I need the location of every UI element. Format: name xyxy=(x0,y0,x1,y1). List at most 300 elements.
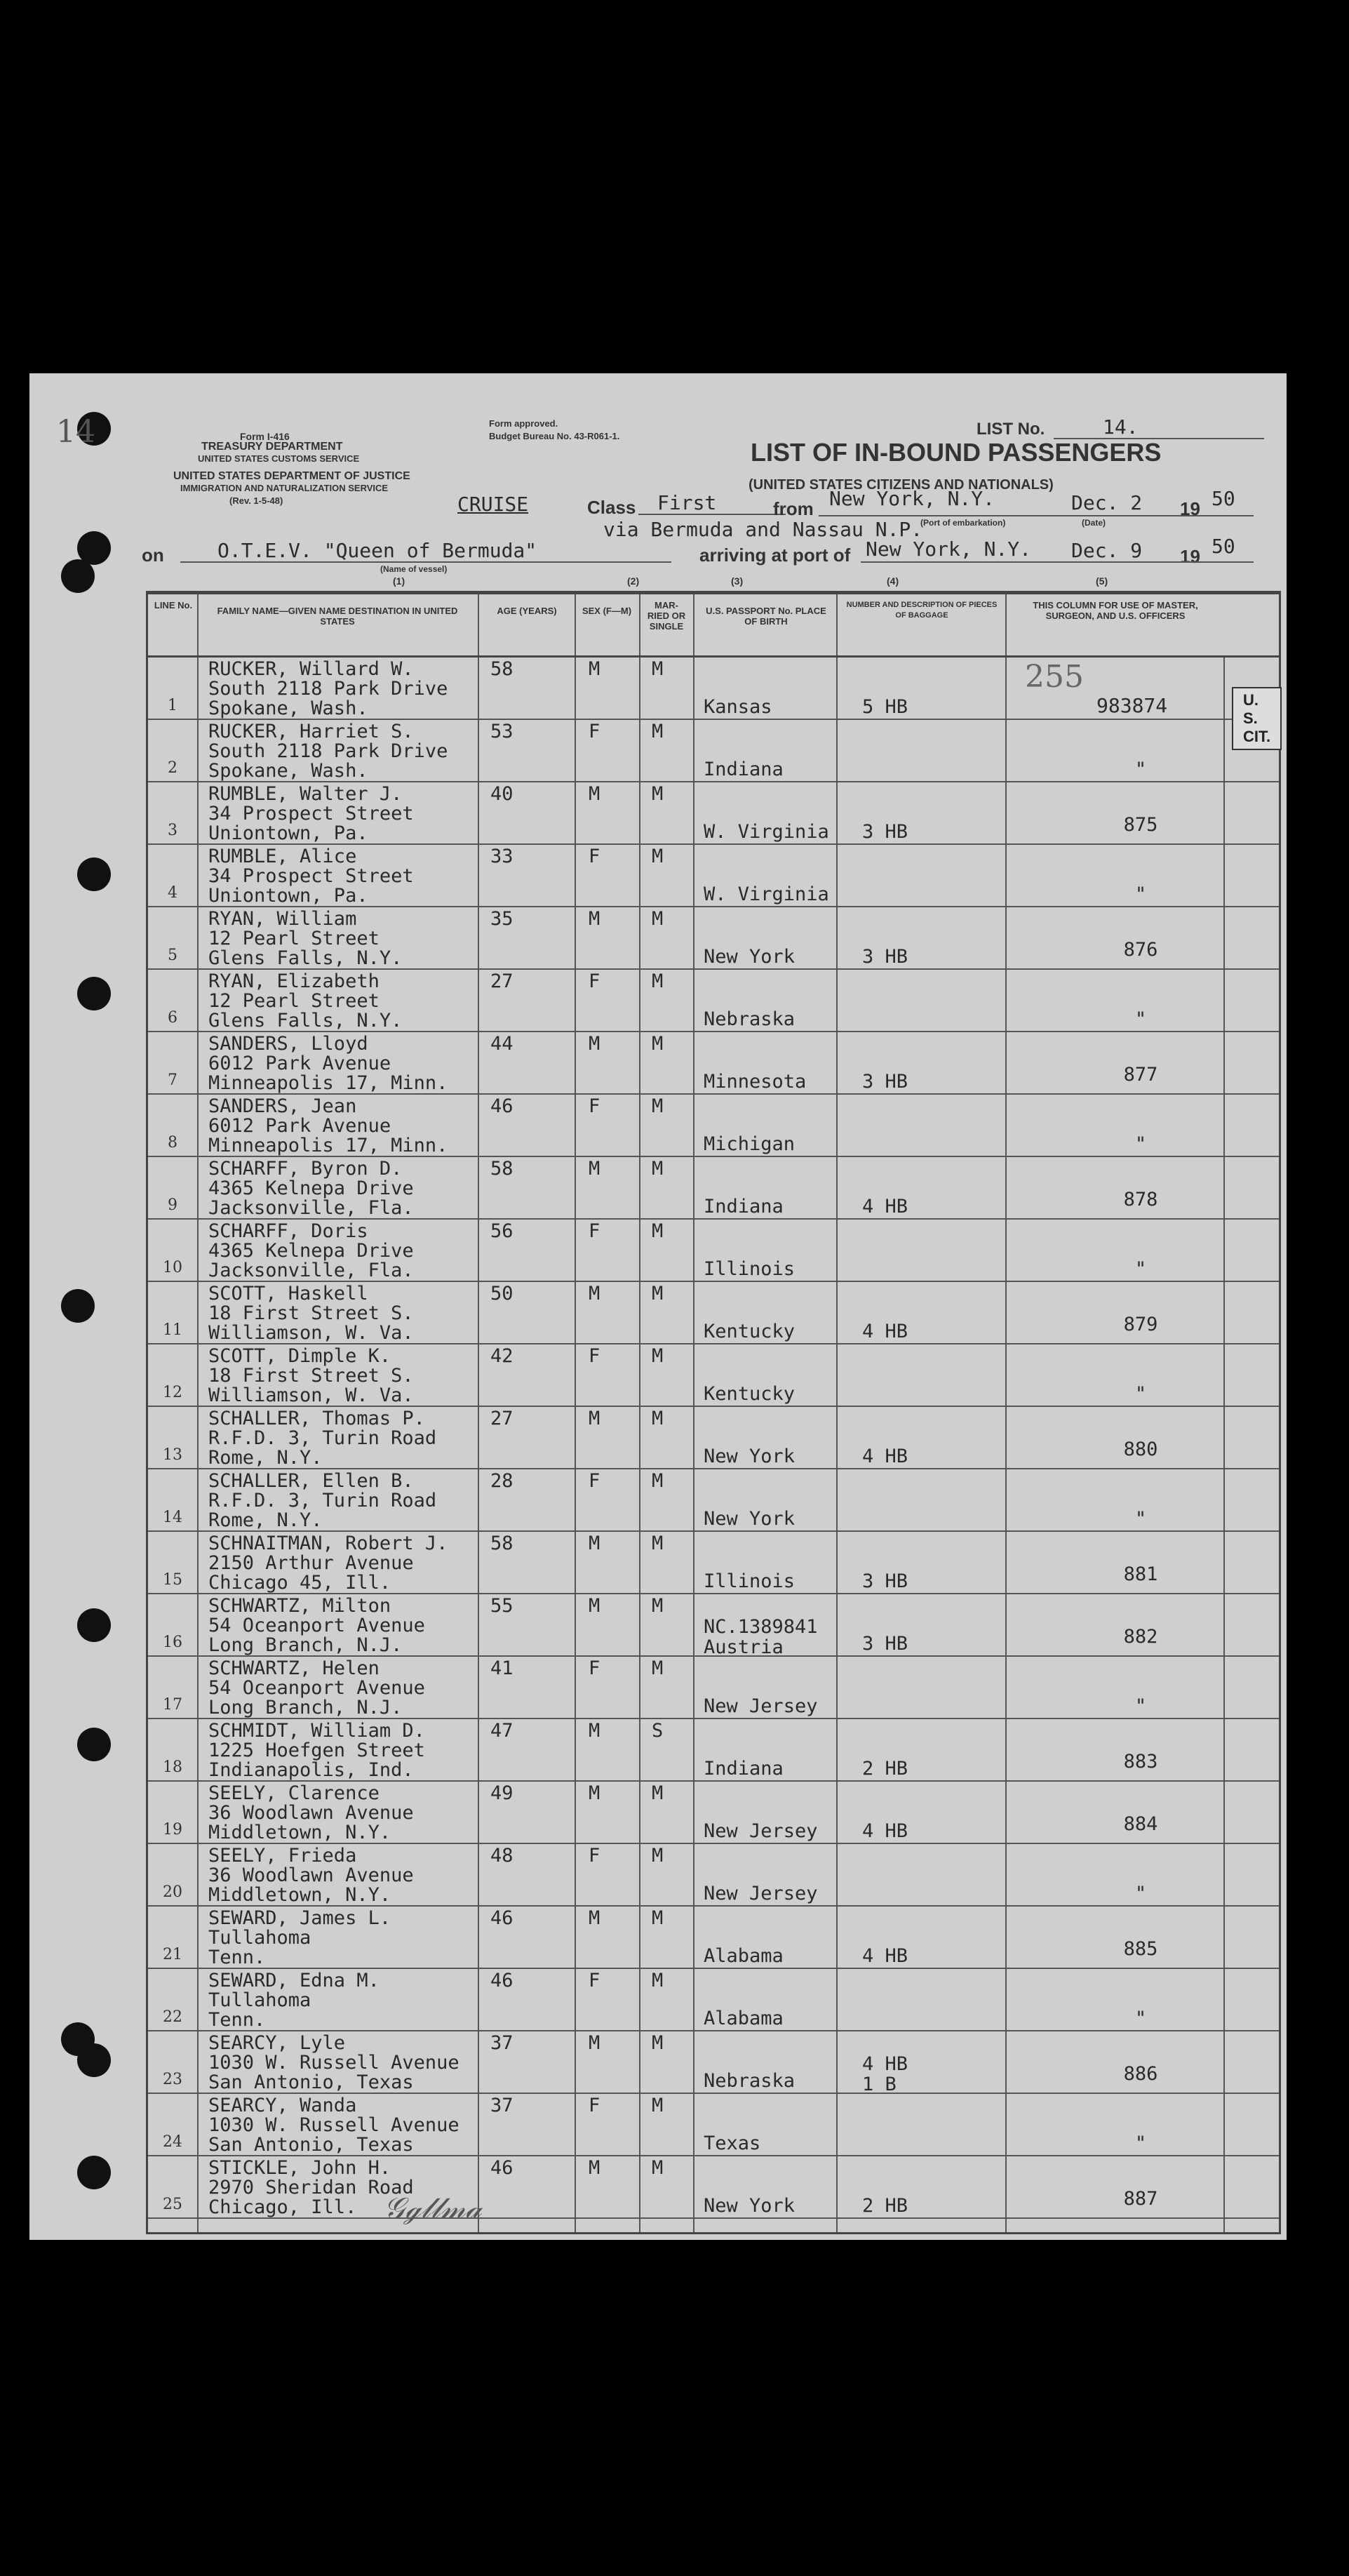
passenger-address-1: 12 Pearl Street xyxy=(208,928,380,949)
passenger-address-1: 1030 W. Russell Avenue xyxy=(208,2052,459,2074)
table-row xyxy=(148,2031,1279,2094)
passenger-name: SEWARD, James L. xyxy=(208,1907,391,1929)
passenger-birthplace: New York xyxy=(704,1446,796,1467)
passenger-baggage: 4 HB xyxy=(862,1446,908,1467)
passenger-baggage: 3 HB xyxy=(862,946,908,968)
passenger-address-1: South 2118 Park Drive xyxy=(208,678,448,700)
punch-hole xyxy=(77,857,111,891)
passenger-age: 48 xyxy=(490,1845,514,1867)
passenger-address-2: Jacksonville, Fla. xyxy=(208,1197,414,1219)
passenger-name: SCHWARTZ, Helen xyxy=(208,1657,380,1679)
passenger-name: SEELY, Clarence xyxy=(208,1782,380,1804)
passenger-sex: M xyxy=(589,1907,600,1929)
passenger-age: 35 xyxy=(490,908,514,930)
passenger-marital: M xyxy=(652,1595,664,1617)
table-row xyxy=(148,1220,1279,1282)
passenger-age: 28 xyxy=(490,1470,514,1492)
officer-number: 882 xyxy=(1123,1626,1158,1648)
passenger-address-2: Uniontown, Pa. xyxy=(208,822,368,844)
header-line-no: LINE No. xyxy=(154,600,193,610)
passenger-marital: M xyxy=(652,1408,664,1429)
line-number: 13 xyxy=(163,1446,182,1464)
officer-number: " xyxy=(1134,1883,1147,1904)
passenger-birthplace: New York xyxy=(704,2195,796,2217)
passenger-address-2: Rome, N.Y. xyxy=(208,1509,323,1531)
officer-number: 878 xyxy=(1123,1189,1158,1210)
passenger-marital: M xyxy=(652,1283,664,1304)
line-number: 20 xyxy=(163,1883,182,1901)
passenger-name: SCOTT, Dimple K. xyxy=(208,1345,391,1367)
budget-bureau: Budget Bureau No. 43-R061-1. xyxy=(489,431,620,441)
passenger-marital: M xyxy=(652,1782,664,1804)
port-embark-caption: (Port of embarkation) xyxy=(920,518,1006,528)
passenger-marital: M xyxy=(652,1095,664,1117)
passenger-address-2: San Antonio, Texas xyxy=(208,2134,414,2156)
passenger-name: RUMBLE, Alice xyxy=(208,846,357,867)
passenger-birthplace: Minnesota xyxy=(704,1071,807,1093)
annotation-255: 255 xyxy=(1025,659,1084,695)
line-number: 5 xyxy=(168,947,177,964)
header-age: AGE (YEARS) xyxy=(497,606,557,616)
passenger-age: 46 xyxy=(490,1907,514,1929)
passenger-baggage: 3 HB xyxy=(862,1071,908,1093)
passenger-name: SCHALLER, Ellen B. xyxy=(208,1470,414,1492)
passenger-sex: F xyxy=(589,846,600,867)
passenger-age: 58 xyxy=(490,1533,514,1554)
passenger-marital: M xyxy=(652,721,664,742)
passenger-age: 58 xyxy=(490,1158,514,1180)
passenger-age: 46 xyxy=(490,1095,514,1117)
line-number: 10 xyxy=(163,1259,182,1276)
table-row xyxy=(148,1907,1279,1969)
col-num-5: (5) xyxy=(1096,575,1108,587)
arrival-port: New York, N.Y. xyxy=(866,538,1032,561)
table-row xyxy=(148,1844,1279,1907)
passenger-birthplace: Alabama xyxy=(704,1945,784,1967)
line-number: 1 xyxy=(168,697,177,714)
signature: 𝒢ℊ𝓁𝓁𝓂𝒶 xyxy=(384,2191,482,2225)
table-row xyxy=(148,1782,1279,1844)
officer-number: " xyxy=(1134,2008,1147,2029)
from-date: Dec. 2 xyxy=(1071,491,1143,514)
header-name: FAMILY NAME—GIVEN NAME DESTINATION IN UNITED STATES xyxy=(217,606,458,627)
passenger-address-1: Tullahoma xyxy=(208,1927,311,1949)
passenger-address-2: Middletown, N.Y. xyxy=(208,1884,391,1906)
table-row xyxy=(148,1469,1279,1532)
table-row xyxy=(148,1657,1279,1719)
line-number: 22 xyxy=(163,2008,182,2026)
passenger-birthplace: Kentucky xyxy=(704,1383,796,1405)
margin-mark: 14 xyxy=(56,414,95,450)
year1-prefix: 19 xyxy=(1180,498,1200,519)
class-value: First xyxy=(657,491,717,514)
line-number: 7 xyxy=(168,1072,177,1089)
table-row xyxy=(148,1095,1279,1157)
passenger-table xyxy=(146,592,1281,2234)
table-row xyxy=(148,1344,1279,1407)
passenger-address-2: Long Branch, N.J. xyxy=(208,1634,403,1656)
passenger-baggage: 3 HB xyxy=(862,1570,908,1592)
officer-number: " xyxy=(1134,883,1147,905)
line-number: 14 xyxy=(163,1509,182,1526)
passenger-address-2: San Antonio, Texas xyxy=(208,2071,414,2093)
passenger-name: SEARCY, Wanda xyxy=(208,2095,357,2116)
passenger-address-2: Tenn. xyxy=(208,2009,266,2031)
form-approved: Form approved. xyxy=(489,418,558,429)
officer-number: 880 xyxy=(1123,1439,1158,1460)
passenger-name: RYAN, William xyxy=(208,908,357,930)
line-number: 6 xyxy=(168,1009,177,1027)
passenger-marital: M xyxy=(652,783,664,805)
line-number: 24 xyxy=(163,2133,182,2151)
passenger-sex: M xyxy=(589,1595,600,1617)
officer-number: " xyxy=(1134,759,1147,780)
passenger-address-1: 18 First Street S. xyxy=(208,1365,414,1387)
passenger-sex: M xyxy=(589,1033,600,1055)
passenger-birthplace: New Jersey xyxy=(704,1695,818,1717)
table-row xyxy=(148,907,1279,970)
passenger-marital: M xyxy=(652,1533,664,1554)
passenger-address-1: 2150 Arthur Avenue xyxy=(208,1552,414,1574)
passenger-marital: M xyxy=(652,1657,664,1679)
form-revision: (Rev. 1-5-48) xyxy=(229,495,283,506)
table-row xyxy=(148,2156,1279,2219)
line-number: 9 xyxy=(168,1196,177,1214)
passenger-address-1: 34 Prospect Street xyxy=(208,865,414,887)
passenger-name: SANDERS, Lloyd xyxy=(208,1033,368,1055)
passenger-sex: F xyxy=(589,1845,600,1867)
passenger-age: 27 xyxy=(490,1408,514,1429)
passenger-sex: F xyxy=(589,970,600,992)
passenger-marital: M xyxy=(652,1220,664,1242)
table-row xyxy=(148,720,1279,782)
passenger-birthplace: W. Virginia xyxy=(704,883,829,905)
passenger-address-1: R.F.D. 3, Turin Road xyxy=(208,1427,437,1449)
passenger-marital: M xyxy=(652,970,664,992)
form-number: Form I-416 xyxy=(240,431,290,442)
passenger-name: SANDERS, Jean xyxy=(208,1095,357,1117)
passenger-name: SCHALLER, Thomas P. xyxy=(208,1408,425,1429)
passenger-baggage: 4 HB 1 B xyxy=(862,2053,908,2095)
table-row xyxy=(148,1594,1279,1657)
passenger-age: 41 xyxy=(490,1657,514,1679)
passenger-address-2: Glens Falls, N.Y. xyxy=(208,947,403,969)
officer-number: " xyxy=(1134,1695,1147,1717)
line-number: 4 xyxy=(168,884,177,902)
line-number: 18 xyxy=(163,1759,182,1776)
officer-number: 885 xyxy=(1123,1938,1158,1960)
passenger-baggage: 2 HB xyxy=(862,2195,908,2217)
header-married: MAR- RIED OR SINGLE xyxy=(647,600,686,632)
col-num-1: (1) xyxy=(393,575,405,587)
passenger-name: RUCKER, Harriet S. xyxy=(208,721,414,742)
passenger-sex: M xyxy=(589,783,600,805)
passenger-marital: M xyxy=(652,1845,664,1867)
passenger-baggage: 5 HB xyxy=(862,696,908,718)
table-row xyxy=(148,970,1279,1032)
officer-number: 875 xyxy=(1123,814,1158,836)
passenger-birthplace: Illinois xyxy=(704,1570,796,1592)
passenger-sex: F xyxy=(589,2095,600,2116)
passenger-address-2: Uniontown, Pa. xyxy=(208,885,368,907)
passenger-marital: M xyxy=(652,1345,664,1367)
dept-treasury: TREASURY DEPARTMENT xyxy=(201,441,343,453)
passenger-sex: F xyxy=(589,721,600,742)
passenger-sex: M xyxy=(589,1283,600,1304)
passenger-address-1: 54 Oceanport Avenue xyxy=(208,1615,425,1636)
passenger-address-2: Middletown, N.Y. xyxy=(208,1822,391,1843)
table-row xyxy=(148,1282,1279,1344)
passenger-birthplace: Nebraska xyxy=(704,1008,796,1030)
punch-hole xyxy=(61,559,95,593)
passenger-birthplace: New York xyxy=(704,946,796,968)
passenger-name: SCHMIDT, William D. xyxy=(208,1720,425,1742)
passenger-age: 40 xyxy=(490,783,514,805)
passenger-birthplace: Michigan xyxy=(704,1133,796,1155)
passenger-birthplace: New Jersey xyxy=(704,1883,818,1904)
passenger-address-1: 36 Woodlawn Avenue xyxy=(208,1864,414,1886)
passenger-address-1: 6012 Park Avenue xyxy=(208,1053,391,1074)
passenger-age: 55 xyxy=(490,1595,514,1617)
passenger-address-2: Tenn. xyxy=(208,1947,266,1968)
passenger-birthplace: Indiana xyxy=(704,1758,784,1780)
passenger-address-2: Indianapolis, Ind. xyxy=(208,1759,414,1781)
passenger-marital: M xyxy=(652,908,664,930)
passenger-marital: M xyxy=(652,1158,664,1180)
date-caption: (Date) xyxy=(1082,518,1106,528)
passenger-name: SCHARFF, Byron D. xyxy=(208,1158,403,1180)
passenger-age: 37 xyxy=(490,2032,514,2054)
passenger-baggage: 4 HB xyxy=(862,1196,908,1217)
passenger-address-1: 18 First Street S. xyxy=(208,1302,414,1324)
passenger-birthplace: Alabama xyxy=(704,2008,784,2029)
officer-number: 884 xyxy=(1123,1813,1158,1835)
dept-ins: IMMIGRATION AND NATURALIZATION SERVICE xyxy=(180,483,389,493)
officer-number: 883 xyxy=(1123,1751,1158,1773)
line-number: 25 xyxy=(163,2196,182,2213)
passenger-birthplace: New York xyxy=(704,1508,796,1530)
col-num-4: (4) xyxy=(887,575,899,587)
passenger-address-2: Minneapolis 17, Minn. xyxy=(208,1072,448,1094)
officer-number: 879 xyxy=(1123,1314,1158,1335)
passenger-marital: M xyxy=(652,2095,664,2116)
line-number: 12 xyxy=(163,1384,182,1401)
year2: 50 xyxy=(1212,535,1235,558)
line-number: 11 xyxy=(163,1321,182,1339)
passenger-name: SEELY, Frieda xyxy=(208,1845,357,1867)
passenger-name: SCHARFF, Doris xyxy=(208,1220,368,1242)
passenger-birthplace: New Jersey xyxy=(704,1820,818,1842)
table-row xyxy=(148,1532,1279,1594)
passenger-sex: F xyxy=(589,1220,600,1242)
passenger-age: 42 xyxy=(490,1345,514,1367)
passenger-sex: F xyxy=(589,1970,600,1991)
table-row xyxy=(148,782,1279,845)
passenger-age: 49 xyxy=(490,1782,514,1804)
col-num-2: (2) xyxy=(627,575,640,587)
punch-hole xyxy=(77,1608,111,1642)
year1: 50 xyxy=(1212,487,1235,510)
passenger-birthplace: W. Virginia xyxy=(704,821,829,843)
passenger-name: SCHNAITMAN, Robert J. xyxy=(208,1533,448,1554)
table-row xyxy=(148,1157,1279,1220)
passenger-birthplace: Illinois xyxy=(704,1258,796,1280)
passenger-age: 46 xyxy=(490,2157,514,2179)
passenger-age: 27 xyxy=(490,970,514,992)
passenger-marital: M xyxy=(652,658,664,680)
passenger-name: RYAN, Elizabeth xyxy=(208,970,380,992)
passenger-sex: F xyxy=(589,1657,600,1679)
header-officers: THIS COLUMN FOR USE OF MASTER, SURGEON, AND U.S. OFFICERS xyxy=(1033,600,1198,621)
arrival-date: Dec. 9 xyxy=(1071,539,1143,562)
passenger-address-1: 1225 Hoefgen Street xyxy=(208,1740,425,1761)
passenger-marital: M xyxy=(652,846,664,867)
table-row xyxy=(148,2094,1279,2156)
passenger-baggage: 4 HB xyxy=(862,1820,908,1842)
passenger-address-1: 2970 Sheridan Road xyxy=(208,2177,414,2198)
passenger-address-2: Chicago 45, Ill. xyxy=(208,1572,391,1594)
passenger-age: 56 xyxy=(490,1220,514,1242)
line-number: 19 xyxy=(163,1821,182,1838)
passenger-address-2: Williamson, W. Va. xyxy=(208,1322,414,1344)
passenger-birthplace: NC.1389841 Austria xyxy=(704,1616,818,1658)
vessel-caption: (Name of vessel) xyxy=(380,564,448,574)
passenger-marital: M xyxy=(652,1907,664,1929)
vessel-name: O.T.E.V. "Queen of Bermuda" xyxy=(217,539,537,562)
dept-customs: UNITED STATES CUSTOMS SERVICE xyxy=(198,453,360,464)
year2-prefix: 19 xyxy=(1180,546,1200,567)
passenger-birthplace: Texas xyxy=(704,2133,761,2154)
passenger-sex: M xyxy=(589,1720,600,1742)
passenger-name: SEWARD, Edna M. xyxy=(208,1970,380,1991)
passenger-sex: M xyxy=(589,658,600,680)
passenger-sex: M xyxy=(589,2157,600,2179)
passenger-address-1: 4365 Kelnepa Drive xyxy=(208,1177,414,1199)
officer-number: " xyxy=(1134,1133,1147,1155)
list-no-value: 14. xyxy=(1103,415,1139,439)
passenger-address-1: 36 Woodlawn Avenue xyxy=(208,1802,414,1824)
col-num-3: (3) xyxy=(731,575,744,587)
passenger-address-1: 1030 W. Russell Avenue xyxy=(208,2114,459,2136)
passenger-age: 53 xyxy=(490,721,514,742)
passenger-baggage: 4 HB xyxy=(862,1945,908,1967)
header-sex: SEX (F—M) xyxy=(582,606,632,616)
passenger-name: STICKLE, John H. xyxy=(208,2157,391,2179)
from-port: New York, N.Y. xyxy=(829,487,995,510)
passenger-sex: M xyxy=(589,1533,600,1554)
page-title: LIST OF IN-BOUND PASSENGERS xyxy=(751,438,1162,467)
list-no-label: LIST No. xyxy=(976,420,1045,439)
line-number: 16 xyxy=(163,1634,182,1651)
passenger-address-2: Jacksonville, Fla. xyxy=(208,1260,414,1281)
passenger-sex: M xyxy=(589,1158,600,1180)
passenger-age: 47 xyxy=(490,1720,514,1742)
passenger-sex: F xyxy=(589,1345,600,1367)
passenger-marital: M xyxy=(652,1470,664,1492)
manifest-sheet xyxy=(29,373,1287,2240)
officer-number: 877 xyxy=(1123,1064,1158,1086)
passenger-address-1: 34 Prospect Street xyxy=(208,803,414,825)
passenger-baggage: 2 HB xyxy=(862,1758,908,1780)
punch-hole xyxy=(77,1728,111,1761)
line-number: 3 xyxy=(168,822,177,839)
table-row xyxy=(148,1719,1279,1782)
passenger-name: RUMBLE, Walter J. xyxy=(208,783,403,805)
officer-number: " xyxy=(1134,1383,1147,1405)
header-baggage: NUMBER AND DESCRIPTION OF PIECES OF BAGGAGE xyxy=(846,601,998,620)
passenger-birthplace: Kansas xyxy=(704,696,772,718)
officer-number: " xyxy=(1134,1508,1147,1530)
passenger-address-2: Chicago, Ill. xyxy=(208,2196,357,2218)
officer-number: " xyxy=(1134,1258,1147,1280)
passenger-name: SCHWARTZ, Milton xyxy=(208,1595,391,1617)
page-subtitle: (UNITED STATES CITIZENS AND NATIONALS) xyxy=(749,477,1054,493)
arriving-label: arriving at port of xyxy=(699,545,851,566)
table-row xyxy=(148,1969,1279,2031)
passenger-address-2: Spokane, Wash. xyxy=(208,698,368,719)
passenger-marital: M xyxy=(652,2157,664,2179)
passenger-address-2: Glens Falls, N.Y. xyxy=(208,1010,403,1032)
passenger-name: SEARCY, Lyle xyxy=(208,2032,346,2054)
annotation-first-number: 983874 xyxy=(1096,694,1168,717)
passenger-address-1: 54 Oceanport Avenue xyxy=(208,1677,425,1699)
line-number: 17 xyxy=(163,1696,182,1714)
passenger-address-1: Tullahoma xyxy=(208,1989,311,2011)
punch-hole xyxy=(77,977,111,1010)
passenger-marital: M xyxy=(652,2032,664,2054)
officer-number: 876 xyxy=(1123,939,1158,961)
passenger-address-2: Long Branch, N.J. xyxy=(208,1697,403,1719)
passenger-age: 58 xyxy=(490,658,514,680)
officer-number: 881 xyxy=(1123,1563,1158,1585)
passenger-birthplace: Kentucky xyxy=(704,1321,796,1342)
passenger-sex: M xyxy=(589,1408,600,1429)
table-row xyxy=(148,845,1279,907)
passenger-age: 33 xyxy=(490,846,514,867)
punch-hole xyxy=(61,1289,95,1323)
punch-hole xyxy=(77,2156,111,2189)
officer-number: " xyxy=(1134,1008,1147,1030)
passenger-address-2: Rome, N.Y. xyxy=(208,1447,323,1469)
passenger-name: RUCKER, Willard W. xyxy=(208,658,414,680)
passenger-address-1: R.F.D. 3, Turin Road xyxy=(208,1490,437,1511)
officer-number: 886 xyxy=(1123,2063,1158,2085)
table-row xyxy=(148,1407,1279,1469)
passenger-age: 50 xyxy=(490,1283,514,1304)
passenger-address-1: 6012 Park Avenue xyxy=(208,1115,391,1137)
class-label: Class xyxy=(587,497,636,518)
passenger-marital: M xyxy=(652,1970,664,1991)
passenger-birthplace: Indiana xyxy=(704,759,784,780)
line-number: 21 xyxy=(163,1946,182,1963)
passenger-baggage: 4 HB xyxy=(862,1321,908,1342)
passenger-address-1: 12 Pearl Street xyxy=(208,990,380,1012)
passenger-sex: F xyxy=(589,1095,600,1117)
officer-number: 887 xyxy=(1123,2188,1158,2210)
passenger-age: 46 xyxy=(490,1970,514,1991)
line-number: 15 xyxy=(163,1571,182,1589)
line-number: 8 xyxy=(168,1134,177,1152)
via-route: via Bermuda and Nassau N.P. xyxy=(603,518,923,541)
passenger-birthplace: Indiana xyxy=(704,1196,784,1217)
passenger-sex: M xyxy=(589,2032,600,2054)
cruise-label: CRUISE xyxy=(457,493,529,516)
passenger-marital: S xyxy=(652,1720,664,1742)
passenger-sex: M xyxy=(589,908,600,930)
passenger-address-1: 4365 Kelnepa Drive xyxy=(208,1240,414,1262)
passenger-baggage: 3 HB xyxy=(862,1633,908,1655)
dept-justice: UNITED STATES DEPARTMENT OF JUSTICE xyxy=(173,470,410,482)
